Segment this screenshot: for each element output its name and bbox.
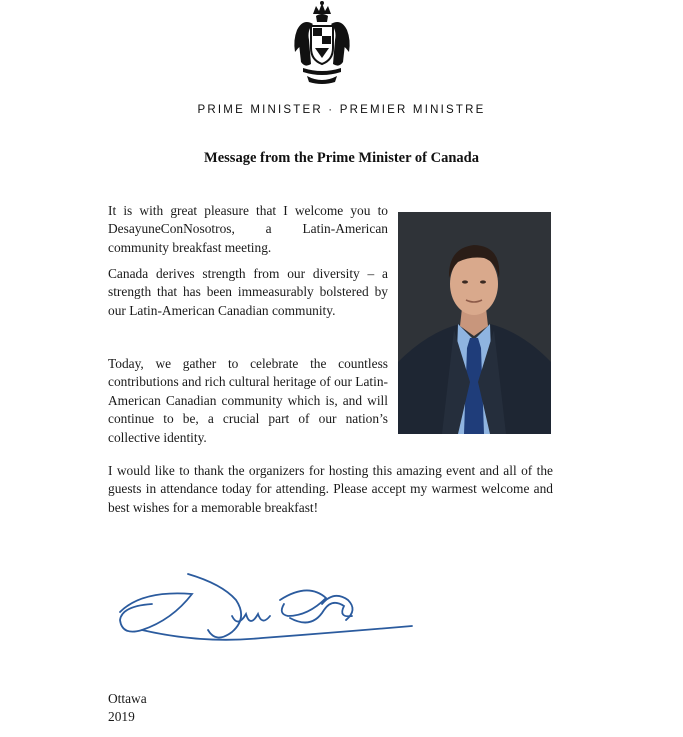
paragraph-welcome: It is with great pleasure that I welcome you to DesayuneConNosotros, a Latin-American community breakfast meeting. bbox=[108, 203, 388, 255]
signature bbox=[112, 560, 422, 660]
coat-of-arms-icon bbox=[289, 0, 355, 86]
paragraph-heritage: Today, we gather to celebrate the countless contributions and rich cultural heritage of our Latin-American Canadian community which is, and will continue to be, a crucial part of our nation’s collective identity. bbox=[108, 356, 388, 445]
office-french: PREMIER MINISTRE bbox=[339, 104, 486, 116]
prime-minister-portrait bbox=[398, 212, 551, 434]
office-separator: · bbox=[328, 104, 335, 116]
closing-place: Ottawa bbox=[108, 691, 147, 706]
office-english: PRIME MINISTER bbox=[197, 104, 323, 116]
paragraph-thanks: I would like to thank the organizers for hosting this amazing event and all of the guests in attendance today for attending. Please accept my warmest welcome and best wishes for a memorable breakfast! bbox=[108, 463, 553, 515]
letterhead-office bbox=[0, 104, 683, 116]
letter-title: Message from the Prime Minister of Canada bbox=[204, 150, 479, 166]
closing-block bbox=[108, 690, 147, 726]
paragraph-diversity: Canada derives strength from our diversity – a strength that has been immeasurably bolstered by our Latin-American Canadian community. bbox=[108, 266, 388, 318]
closing-year: 2019 bbox=[108, 709, 135, 724]
